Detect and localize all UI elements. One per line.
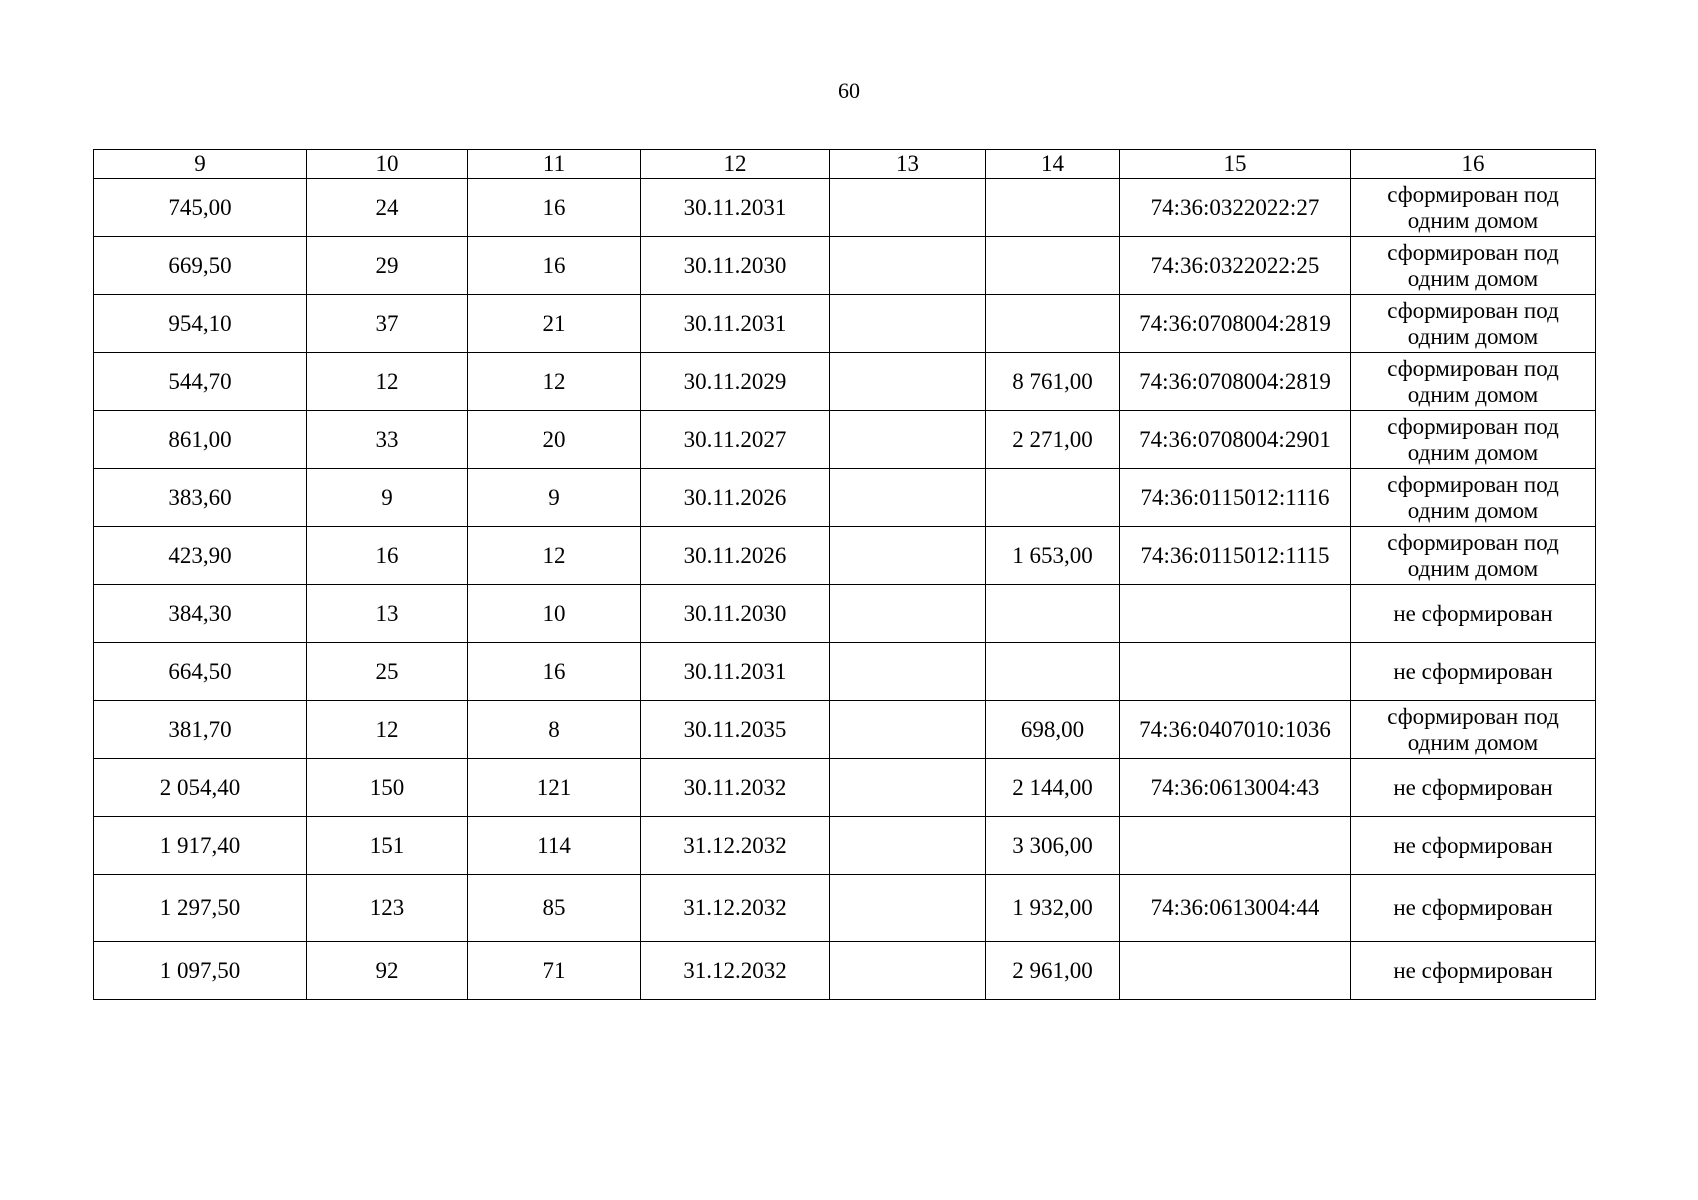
table-cell: 74:36:0708004:2819	[1120, 353, 1351, 411]
table-cell: 1 097,50	[94, 942, 307, 1000]
table-cell: 13	[307, 585, 468, 643]
table-cell	[830, 527, 986, 585]
status-cell: не сформирован	[1351, 585, 1596, 643]
status-cell: не сформирован	[1351, 942, 1596, 1000]
table-cell: 383,60	[94, 469, 307, 527]
table-cell	[830, 875, 986, 942]
table-cell	[986, 237, 1120, 295]
table-cell: 664,50	[94, 643, 307, 701]
status-cell: не сформирован	[1351, 759, 1596, 817]
table-cell: 2 961,00	[986, 942, 1120, 1000]
table-cell	[986, 469, 1120, 527]
table-cell: 74:36:0613004:43	[1120, 759, 1351, 817]
table-cell	[830, 411, 986, 469]
table-row	[94, 643, 1596, 701]
table-cell: 12	[307, 353, 468, 411]
table-cell: 30.11.2032	[641, 759, 830, 817]
status-cell: сформирован под одним домом	[1351, 295, 1596, 353]
table-cell	[1120, 643, 1351, 701]
table-cell	[830, 942, 986, 1000]
table-row	[94, 527, 1596, 585]
table-cell: 74:36:0613004:44	[1120, 875, 1351, 942]
table-cell	[830, 643, 986, 701]
status-cell: сформирован под одним домом	[1351, 701, 1596, 759]
status-cell: сформирован под одним домом	[1351, 527, 1596, 585]
table-cell	[830, 469, 986, 527]
status-cell: сформирован под одним домом	[1351, 353, 1596, 411]
table-row	[94, 585, 1596, 643]
status-cell: сформирован под одним домом	[1351, 411, 1596, 469]
status-cell: не сформирован	[1351, 643, 1596, 701]
table-row	[94, 237, 1596, 295]
table-cell: 2 271,00	[986, 411, 1120, 469]
table-cell: 20	[468, 411, 641, 469]
table-cell	[830, 237, 986, 295]
table-cell: 114	[468, 817, 641, 875]
table-cell: 381,70	[94, 701, 307, 759]
table-cell: 669,50	[94, 237, 307, 295]
table-row	[94, 469, 1596, 527]
table-cell: 74:36:0708004:2819	[1120, 295, 1351, 353]
table-row	[94, 759, 1596, 817]
status-cell: сформирован под одним домом	[1351, 469, 1596, 527]
table-cell: 30.11.2029	[641, 353, 830, 411]
table-row	[94, 295, 1596, 353]
table-cell: 3 306,00	[986, 817, 1120, 875]
table-cell: 1 917,40	[94, 817, 307, 875]
table-cell	[1120, 942, 1351, 1000]
table-cell: 8	[468, 701, 641, 759]
table-row	[94, 179, 1596, 237]
status-cell: не сформирован	[1351, 875, 1596, 942]
table-cell	[830, 585, 986, 643]
table-cell: 29	[307, 237, 468, 295]
table-cell	[830, 817, 986, 875]
table-row	[94, 942, 1596, 1000]
table-cell: 12	[468, 353, 641, 411]
table-cell: 698,00	[986, 701, 1120, 759]
column-header: 16	[1351, 150, 1596, 179]
column-header: 11	[468, 150, 641, 179]
table-cell: 745,00	[94, 179, 307, 237]
table-cell: 954,10	[94, 295, 307, 353]
column-header: 10	[307, 150, 468, 179]
table-cell	[986, 179, 1120, 237]
table-cell: 16	[307, 527, 468, 585]
table-cell: 10	[468, 585, 641, 643]
table-cell	[830, 701, 986, 759]
table-cell: 1 297,50	[94, 875, 307, 942]
table-cell	[986, 295, 1120, 353]
table-cell: 12	[307, 701, 468, 759]
table-cell: 24	[307, 179, 468, 237]
column-header: 13	[830, 150, 986, 179]
table-cell	[830, 295, 986, 353]
table-cell: 74:36:0115012:1115	[1120, 527, 1351, 585]
table-cell: 74:36:0115012:1116	[1120, 469, 1351, 527]
table-row	[94, 817, 1596, 875]
table-row	[94, 701, 1596, 759]
table-cell: 92	[307, 942, 468, 1000]
table-cell: 21	[468, 295, 641, 353]
column-header: 14	[986, 150, 1120, 179]
table-cell: 2 054,40	[94, 759, 307, 817]
table-row	[94, 411, 1596, 469]
table-cell: 31.12.2032	[641, 817, 830, 875]
table-cell: 74:36:0407010:1036	[1120, 701, 1351, 759]
column-header: 9	[94, 150, 307, 179]
table-cell: 1 932,00	[986, 875, 1120, 942]
table-cell: 30.11.2027	[641, 411, 830, 469]
table-cell: 423,90	[94, 527, 307, 585]
table-cell: 74:36:0322022:27	[1120, 179, 1351, 237]
table-cell: 30.11.2031	[641, 295, 830, 353]
table-cell: 30.11.2035	[641, 701, 830, 759]
status-cell: сформирован под одним домом	[1351, 179, 1596, 237]
table-cell: 121	[468, 759, 641, 817]
table-cell: 123	[307, 875, 468, 942]
table-cell: 25	[307, 643, 468, 701]
table-cell: 31.12.2032	[641, 942, 830, 1000]
table-cell: 71	[468, 942, 641, 1000]
column-header: 15	[1120, 150, 1351, 179]
table-cell: 544,70	[94, 353, 307, 411]
table-cell	[986, 585, 1120, 643]
table-cell: 16	[468, 237, 641, 295]
table-cell	[830, 353, 986, 411]
table-cell: 30.11.2031	[641, 643, 830, 701]
table-cell: 16	[468, 179, 641, 237]
page-number: 60	[838, 78, 860, 103]
data-table	[93, 149, 1596, 1000]
table-cell: 33	[307, 411, 468, 469]
table-cell: 9	[307, 469, 468, 527]
table-cell: 150	[307, 759, 468, 817]
status-cell: сформирован под одним домом	[1351, 237, 1596, 295]
table-cell	[1120, 817, 1351, 875]
table-row	[94, 353, 1596, 411]
table-cell: 31.12.2032	[641, 875, 830, 942]
table-cell: 16	[468, 643, 641, 701]
table-cell: 30.11.2026	[641, 469, 830, 527]
table-cell: 9	[468, 469, 641, 527]
table-cell: 12	[468, 527, 641, 585]
table-cell: 151	[307, 817, 468, 875]
table-cell: 85	[468, 875, 641, 942]
table-cell: 1 653,00	[986, 527, 1120, 585]
table-cell: 30.11.2026	[641, 527, 830, 585]
table-cell: 30.11.2030	[641, 585, 830, 643]
table-cell	[830, 179, 986, 237]
table-cell	[830, 759, 986, 817]
table-cell	[986, 643, 1120, 701]
column-header: 12	[641, 150, 830, 179]
table-cell: 74:36:0708004:2901	[1120, 411, 1351, 469]
table-cell: 30.11.2030	[641, 237, 830, 295]
table-cell: 2 144,00	[986, 759, 1120, 817]
table-cell: 384,30	[94, 585, 307, 643]
table-cell: 8 761,00	[986, 353, 1120, 411]
table-cell: 37	[307, 295, 468, 353]
table-cell: 30.11.2031	[641, 179, 830, 237]
table-cell: 74:36:0322022:25	[1120, 237, 1351, 295]
status-cell: не сформирован	[1351, 817, 1596, 875]
table-row	[94, 875, 1596, 942]
header-row	[94, 150, 1596, 179]
table-cell	[1120, 585, 1351, 643]
table-cell: 861,00	[94, 411, 307, 469]
